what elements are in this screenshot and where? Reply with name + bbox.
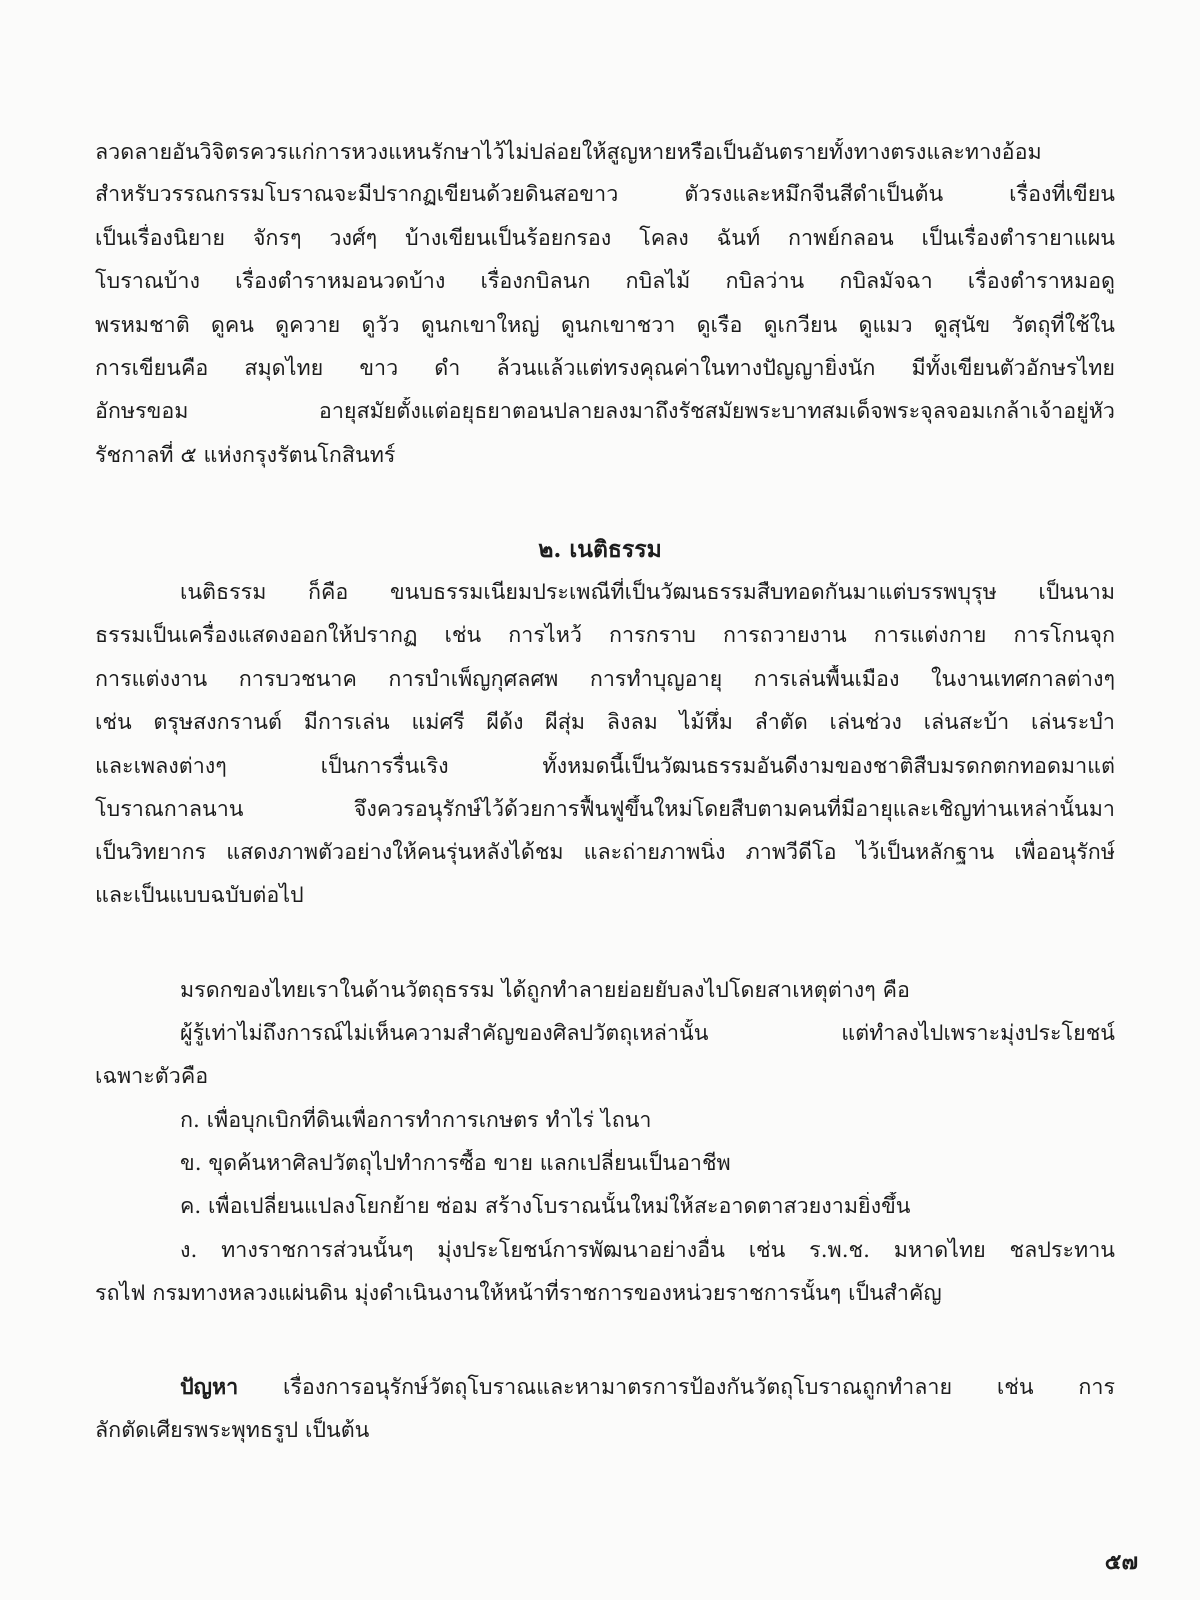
text-line: ลวดลายอันวิจิตรควรแก่การหวงแหนรักษาไว้ไม่ปล่อยให้สูญหายหรือเป็นอันตรายทั้งทางตรงและทางอ้อม: [95, 140, 1042, 165]
text-line: เฉพาะตัวคือ: [95, 1064, 209, 1089]
text-line: พรหมชาติ ดูคน ดูควาย ดูวัว ดูนกเขาใหญ่ ดูนกเขาชวา ดูเรือ ดูเกวียน ดูแมว ดูสุนัข วัตถุที่ใช้ใน: [95, 313, 1115, 338]
text-line: การเขียนคือ สมุดไทย ขาว ดำ ล้วนแล้วแต่ทรงคุณค่าในทางปัญญายิ่งนัก มีทั้งเขียนตัวอักษรไทย: [95, 356, 1115, 381]
text-line: รถไฟ กรมทางหลวงแผ่นดิน มุ่งดำเนินงานให้หน้าที่ราชการของหน่วยราชการนั้นๆ เป็นสำคัญ: [95, 1281, 942, 1306]
text-line: สำหรับวรรณกรรมโบราณจะมีปรากฏเขียนด้วยดินสอขาว ตัวรงและหมึกจีนสีดำเป็นต้น เรื่องที่เขียน: [95, 182, 1115, 207]
text-line: รัชกาลที่ ๕ แห่งกรุงรัตนโกสินทร์: [95, 443, 396, 468]
page-number: ๕๗: [1104, 1549, 1138, 1575]
text-line: ธรรมเป็นเครื่องแสดงออกให้ปรากฏ เช่น การไหว้ การกราบ การถวายงาน การแต่งกาย การโกนจุก: [95, 623, 1115, 648]
text-line: การแต่งงาน การบวชนาค การบำเพ็ญกุศลศพ การทำบุญอายุ การเล่นพื้นเมือง ในงานเทศกาลต่างๆ: [95, 667, 1115, 692]
text-line: เป็นเรื่องนิยาย จักรๆ วงศ์ๆ บ้างเขียนเป็นร้อยกรอง โคลง ฉันท์ กาพย์กลอน เป็นเรื่องตำรายาแผน: [95, 226, 1115, 251]
text-line: และเป็นแบบฉบับต่อไป: [95, 883, 304, 908]
list-item: ค. เพื่อเปลี่ยนแปลงโยกย้าย ซ่อม สร้างโบราณนั้นใหม่ให้สะอาดตาสวยงามยิ่งขึ้น: [180, 1194, 911, 1219]
text-line: ลักตัดเศียรพระพุทธรูป เป็นต้น: [95, 1418, 370, 1443]
problem-label: ปัญหา: [180, 1375, 239, 1400]
text-line: ผู้รู้เท่าไม่ถึงการณ์ไม่เห็นความสำคัญของศิลปวัตถุเหล่านั้น แต่ทำลงไปเพราะมุ่งประโยชน์: [180, 1021, 1115, 1046]
text-line: มรดกของไทยเราในด้านวัตถุธรรม ได้ถูกทำลายย่อยยับลงไปโดยสาเหตุต่างๆ คือ: [180, 978, 910, 1003]
list-item: ก. เพื่อบุกเบิกที่ดินเพื่อการทำการเกษตร ทำไร่ ไถนา: [180, 1108, 652, 1133]
text-line: เนติธรรม ก็คือ ขนบธรรมเนียมประเพณีที่เป็นวัฒนธรรมสืบทอดกันมาแต่บรรพบุรุษ เป็นนาม: [180, 580, 1115, 605]
section-heading: ๒. เนติธรรม: [538, 536, 662, 563]
list-item: ง. ทางราชการส่วนนั้นๆ มุ่งประโยชน์การพัฒนาอย่างอื่น เช่น ร.พ.ช. มหาดไทย ชลประทาน: [180, 1238, 1115, 1263]
text-line: เช่น ตรุษสงกรานต์ มีการเล่น แม่ศรี ผีด้ง ผีสุ่ม ลิงลม ไม้หึ่ม ลำตัด เล่นช่วง เล่นสะบ้า เล่นระบำ: [95, 710, 1115, 735]
text-line: เป็นวิทยากร แสดงภาพตัวอย่างให้คนรุ่นหลังได้ชม และถ่ายภาพนิ่ง ภาพวีดีโอ ไว้เป็นหลักฐาน เพื่ออนุรักษ์: [95, 840, 1115, 865]
problem-text: เรื่องการอนุรักษ์วัตถุโบราณและหามาตรการป้องกันวัตถุโบราณถูกทำลาย เช่น การ: [238, 1375, 1115, 1400]
text-line: โบราณบ้าง เรื่องตำราหมอนวดบ้าง เรื่องกบิลนก กบิลไม้ กบิลว่าน กบิลมัจฉา เรื่องตำราหมอดู: [95, 269, 1115, 294]
text-line: [180, 1373, 1115, 1403]
list-item: ข. ขุดค้นหาศิลปวัตถุไปทำการซื้อ ขาย แลกเปลี่ยนเป็นอาชีพ: [180, 1151, 731, 1176]
text-line: และเพลงต่างๆ เป็นการรื่นเริง ทั้งหมดนี้เป็นวัฒนธรรมอันดีงามของชาติสืบมรดกตกทอดมาแต่: [95, 754, 1115, 779]
text-line: อักษรขอม อายุสมัยตั้งแต่อยุธยาตอนปลายลงมาถึงรัชสมัยพระบาทสมเด็จพระจุลจอมเกล้าเจ้าอยู่หัว: [95, 399, 1115, 424]
text-line: โบราณกาลนาน จึงควรอนุรักษ์ไว้ด้วยการฟื้นฟูขึ้นใหม่โดยสืบตามคนที่มีอายุและเชิญท่านเหล่านั้นมา: [95, 797, 1115, 822]
